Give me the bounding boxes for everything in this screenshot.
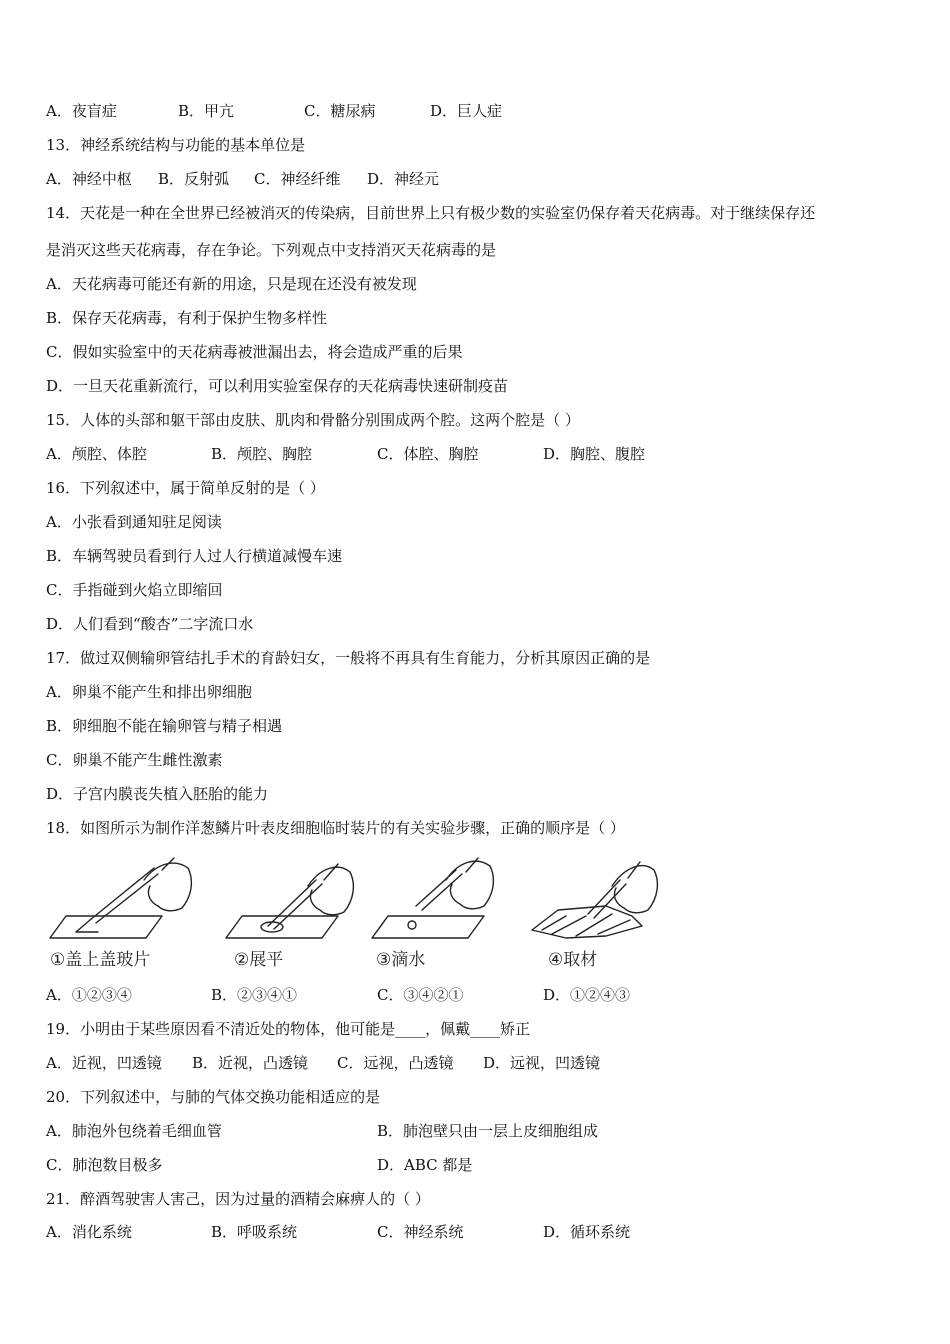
- q20-option-c: C．肺泡数目极多: [46, 1156, 163, 1174]
- q16-option-a: A．小张看到通知驻足阅读: [46, 513, 222, 531]
- step4-take-material-drawing: [532, 862, 657, 938]
- q13-stem: 13．神经系统结构与功能的基本单位是: [46, 136, 306, 154]
- q19-stem: 19．小明由于某些原因看不清近处的物体，他可能是____，佩戴____矫正: [46, 1020, 531, 1038]
- q13-option-b: B．反射弧: [158, 170, 230, 188]
- q21-stem: 21．醉酒驾驶害人害己，因为过量的酒精会麻痹人的（ ）: [46, 1190, 430, 1208]
- q13-option-c: C．神经纤维: [254, 170, 341, 188]
- q12-option-c: C．糖尿病: [304, 102, 376, 120]
- q12-option-b: B．甲亢: [178, 102, 235, 120]
- q14-option-a: A．天花病毒可能还有新的用途，只是现在还没有被发现: [46, 275, 417, 293]
- q17-option-b: B．卵细胞不能在输卵管与精子相遇: [46, 717, 283, 735]
- step1-coverslip-drawing: [50, 858, 191, 938]
- q18-option-d: D．①②④③: [543, 986, 631, 1004]
- q20-stem: 20．下列叙述中，与肺的气体交换功能相适应的是: [46, 1088, 381, 1106]
- q20-option-d: D．ABC 都是: [377, 1156, 473, 1174]
- step3-add-water-drawing: [372, 858, 493, 938]
- figure-caption-3: ③滴水: [376, 950, 426, 970]
- q12-option-d: D．巨人症: [430, 102, 503, 120]
- q14-option-c: C．假如实验室中的天花病毒被泄漏出去，将会造成严重的后果: [46, 343, 463, 361]
- q13-option-d: D．神经元: [367, 170, 440, 188]
- q17-option-a: A．卵巢不能产生和排出卵细胞: [46, 683, 252, 701]
- q15-option-b: B．颅腔、胸腔: [211, 445, 313, 463]
- q14-option-d: D．一旦天花重新流行，可以利用实验室保存的天花病毒快速研制疫苗: [46, 377, 509, 395]
- q21-option-c: C．神经系统: [377, 1223, 464, 1241]
- q14-stem-line1: 14．天花是一种在全世界已经被消灭的传染病，目前世界上只有极少数的实验室仍保存着天花病毒。对于继续保存还: [46, 204, 816, 222]
- slide-steps-illustration: [46, 850, 686, 975]
- q15-option-d: D．胸腔、腹腔: [543, 445, 646, 463]
- q20-option-a: A．肺泡外包绕着毛细血管: [46, 1122, 222, 1140]
- step2-flatten-drawing: [226, 864, 353, 938]
- q17-option-d: D．子宫内膜丧失植入胚胎的能力: [46, 785, 269, 803]
- figure-caption-4: ④取材: [548, 950, 598, 970]
- q21-option-b: B．呼吸系统: [211, 1223, 298, 1241]
- q15-option-c: C．体腔、胸腔: [377, 445, 479, 463]
- q18-option-a: A．①②③④: [46, 986, 132, 1004]
- q19-option-a: A．近视，凹透镜: [46, 1054, 162, 1072]
- figure-caption-1: ①盖上盖玻片: [50, 950, 151, 970]
- q17-stem: 17．做过双侧输卵管结扎手术的育龄妇女，一般将不再具有生育能力，分析其原因正确的是: [46, 649, 651, 667]
- q19-option-b: B．近视，凸透镜: [192, 1054, 309, 1072]
- q21-option-d: D．循环系统: [543, 1223, 631, 1241]
- q15-option-a: A．颅腔、体腔: [46, 445, 147, 463]
- q14-option-b: B．保存天花病毒，有利于保护生物多样性: [46, 309, 328, 327]
- slide-preparation-figure: [46, 850, 686, 975]
- q16-option-c: C．手指碰到火焰立即缩回: [46, 581, 223, 599]
- q18-stem: 18．如图所示为制作洋葱鳞片叶表皮细胞临时装片的有关实验步骤，正确的顺序是（ ）: [46, 819, 625, 837]
- q19-option-d: D．远视，凹透镜: [483, 1054, 601, 1072]
- q19-option-c: C．远视，凸透镜: [337, 1054, 454, 1072]
- q12-option-a: A．夜盲症: [46, 102, 117, 120]
- q15-stem: 15．人体的头部和躯干部由皮肤、肌肉和骨骼分别围成两个腔。这两个腔是（ ）: [46, 411, 580, 429]
- q16-option-d: D．人们看到“酸杏”二字流口水: [46, 615, 254, 633]
- figure-caption-2: ②展平: [234, 950, 284, 970]
- q16-option-b: B．车辆驾驶员看到行人过人行横道减慢车速: [46, 547, 343, 565]
- q21-option-a: A．消化系统: [46, 1223, 132, 1241]
- q17-option-c: C．卵巢不能产生雌性激素: [46, 751, 223, 769]
- q13-option-a: A．神经中枢: [46, 170, 132, 188]
- q20-option-b: B．肺泡壁只由一层上皮细胞组成: [377, 1122, 599, 1140]
- q18-option-c: C．③④②①: [377, 986, 464, 1004]
- q16-stem: 16．下列叙述中，属于简单反射的是（ ）: [46, 479, 325, 497]
- q14-stem-line2: 是消灭这些天花病毒，存在争论。下列观点中支持消灭天花病毒的是: [46, 241, 497, 259]
- q18-option-b: B．②③④①: [211, 986, 298, 1004]
